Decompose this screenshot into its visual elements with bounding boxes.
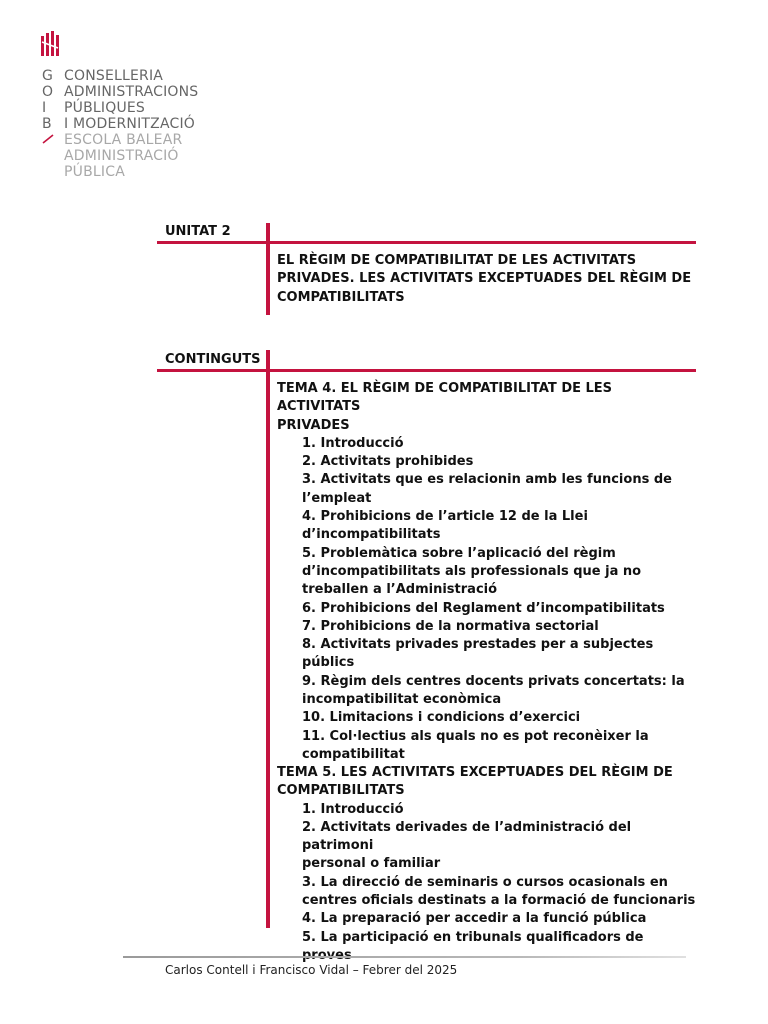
tema4-title-line: PRIVADES <box>277 417 350 433</box>
unit-label: UNITAT 2 <box>165 224 231 239</box>
tema5-item: personal o familiar <box>302 856 441 872</box>
logo-text: I MODERNITZACIÓ <box>64 116 196 132</box>
tema4-item: l’empleat <box>302 490 372 506</box>
logo-sub-text: ESCOLA BALEAR <box>64 132 183 148</box>
logo-text: PÚBLIQUES <box>64 100 146 116</box>
tema4-item: treballen a l’Administració <box>302 582 498 598</box>
contents-divider <box>157 369 696 372</box>
tema5-item: 5. La participació en tribunals qualificadors de <box>302 929 644 945</box>
tema4-item: incompatibilitat econòmica <box>302 692 502 708</box>
logo-text: ADMINISTRACIONS <box>64 84 199 100</box>
tema4-item: 2. Activitats prohibides <box>302 454 474 470</box>
unit-title-line: PRIVADES. LES ACTIVITATS EXCEPTUADES DEL RÈGIM DE <box>277 271 692 287</box>
logo-row <box>42 84 198 100</box>
unit-title <box>277 252 697 307</box>
logo-sub-row <box>42 148 179 164</box>
logo-row <box>42 116 195 132</box>
logo-letter: G <box>42 68 53 84</box>
goib-emblem-icon <box>40 30 60 58</box>
tema4-block <box>277 380 697 764</box>
tema5-item: 3. La direcció de seminaris o cursos ocasionals en <box>302 874 668 890</box>
tema4-item: 6. Prohibicions del Reglament d’incompatibilitats <box>302 600 665 616</box>
tema4-item: 5. Problemàtica sobre l’aplicació del règim <box>302 545 616 561</box>
footer-divider <box>123 956 686 958</box>
tema4-item: 7. Prohibicions de la normativa sectorial <box>302 618 599 634</box>
tema5-block <box>277 764 697 965</box>
logo-sub-row <box>42 164 125 180</box>
goib-logo <box>38 28 238 178</box>
tema5-title-line: COMPATIBILITATS <box>277 783 405 799</box>
tema4-item: 10. Limitacions i condicions d’exercici <box>302 710 581 726</box>
tema4-item: 4. Prohibicions de l’article 12 de la Llei <box>302 509 588 525</box>
tema4-item: 9. Règim dels centres docents privats concertats: la <box>302 673 685 689</box>
logo-sub-row <box>42 132 182 148</box>
tema4-item: d’incompatibilitats als professionals que ja no <box>302 563 642 579</box>
unit-vertical-rule <box>266 223 270 315</box>
logo-letter: O <box>42 84 54 100</box>
contents-label: CONTINGUTS <box>165 352 261 367</box>
tema4-item: 3. Activitats que es relacionin amb les funcions de <box>302 472 672 488</box>
tema5-item: 4. La preparació per accedir a la funció pública <box>302 911 647 927</box>
tema4-item: compatibilitat <box>302 746 405 762</box>
logo-letter: I <box>42 100 47 116</box>
contents-vertical-rule <box>266 350 270 928</box>
tema4-item: 8. Activitats privades prestades per a subjectes públics <box>302 637 654 671</box>
logo-sub-text: ADMINISTRACIÓ <box>64 148 179 164</box>
unit-divider <box>157 241 696 244</box>
unit-title-line: EL RÈGIM DE COMPATIBILITAT DE LES ACTIVITATS <box>277 253 637 268</box>
tema5-title-line: TEMA 5. LES ACTIVITATS EXCEPTUADES DEL RÈGIM DE <box>277 765 673 780</box>
tema5-item: 2. Activitats derivades de l’administració del patrimoni <box>302 819 632 854</box>
logo-row <box>42 68 163 84</box>
tema5-item: 1. Introducció <box>302 801 404 817</box>
logo-sub-text: PÚBLICA <box>64 164 125 180</box>
tema4-title-line: TEMA 4. EL RÈGIM DE COMPATIBILITAT DE LES ACTIVITATS <box>277 381 613 415</box>
logo-letter: B <box>42 116 52 132</box>
footer-text: Carlos Contell i Francisco Vidal – Febrer del 2025 <box>165 963 458 977</box>
tema5-item: centres oficials destinats a la formació de funcionaris <box>302 893 696 909</box>
logo-row <box>42 100 145 116</box>
tema4-item: 1. Introducció <box>302 435 404 451</box>
unit-title-line: COMPATIBILITATS <box>277 289 405 305</box>
tema4-item: d’incompatibilitats <box>302 527 441 543</box>
tema4-item: 11. Col·lectius als quals no es pot reconèixer la <box>302 728 649 744</box>
logo-text: CONSELLERIA <box>64 68 164 84</box>
